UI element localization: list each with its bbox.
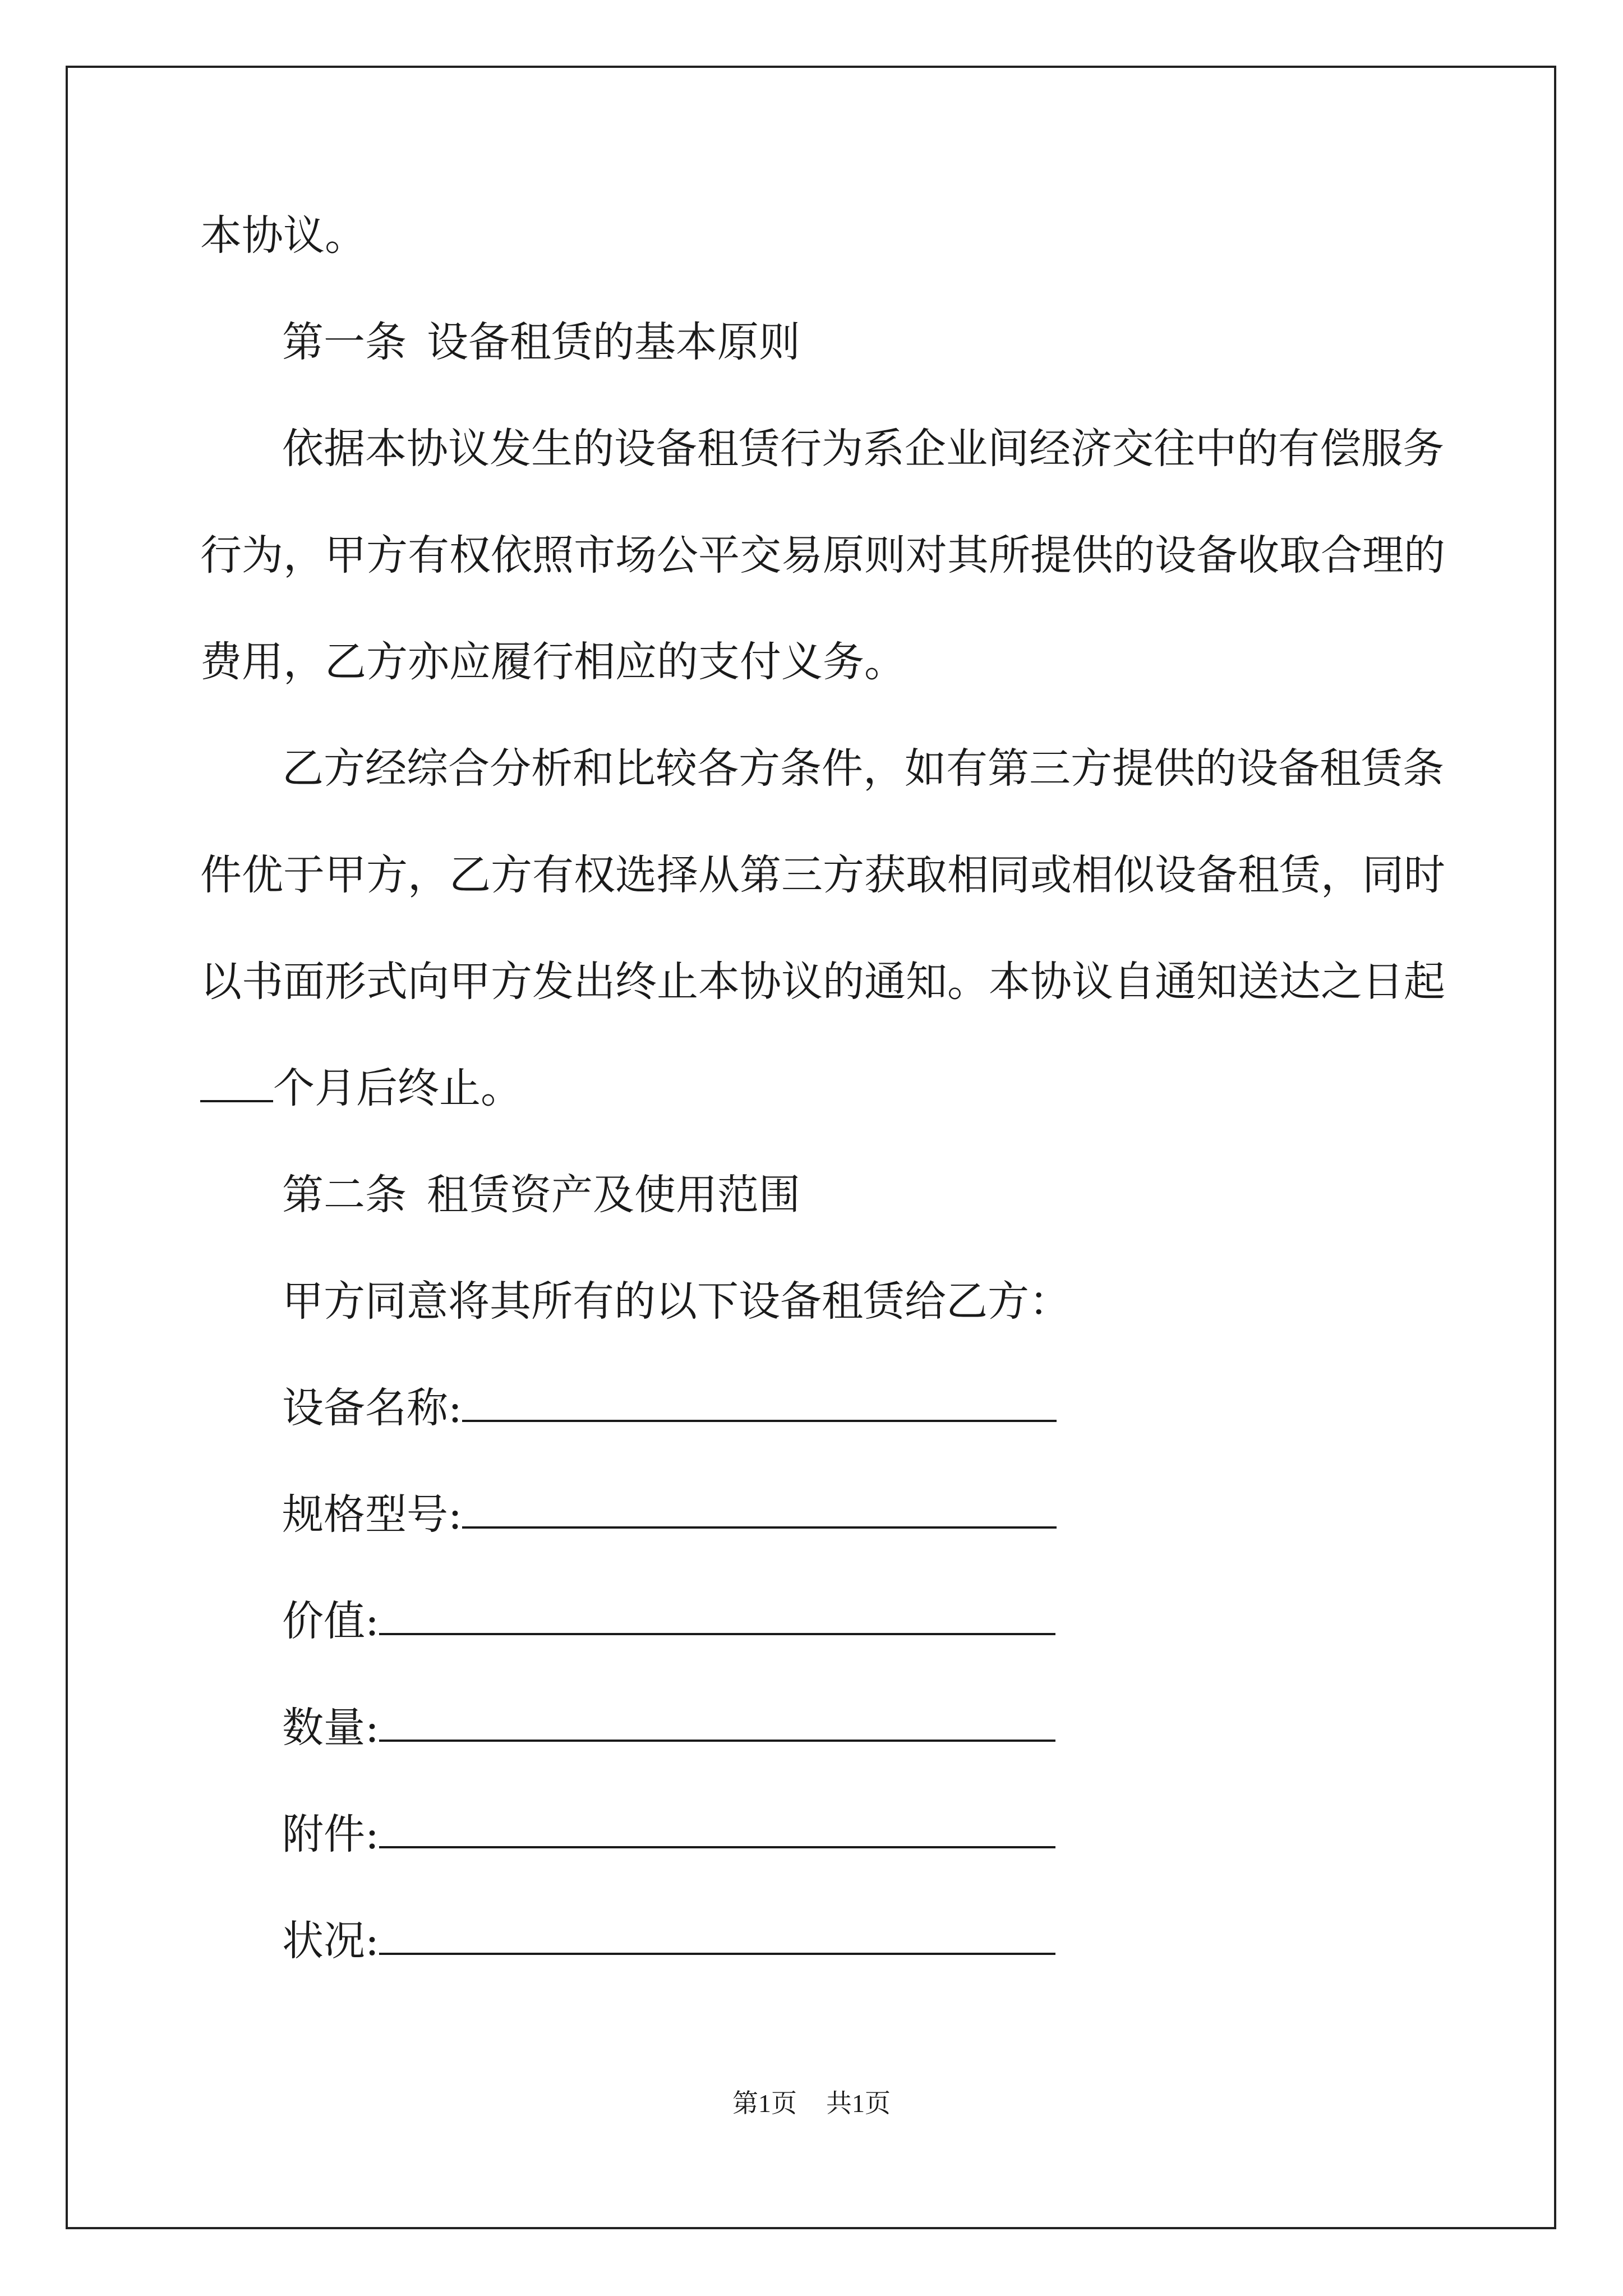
article-number: 第二条 <box>282 1171 407 1219</box>
condition-field <box>282 1913 1055 1969</box>
field-blank[interactable] <box>379 1916 1055 1955</box>
blank-underline <box>200 1063 273 1102</box>
field-label: 规格型号: <box>282 1490 462 1539</box>
field-blank[interactable] <box>462 1383 1057 1422</box>
field-blank[interactable] <box>379 1703 1055 1742</box>
page-number: 第1页 <box>732 2089 797 2118</box>
field-label: 数量: <box>282 1704 379 1752</box>
field-label: 状况: <box>282 1917 379 1965</box>
article-title: 设备租赁的基本原则 <box>427 318 800 366</box>
page-footer <box>0 2087 1623 2120</box>
field-blank[interactable] <box>379 1596 1055 1635</box>
equipment-name-field <box>282 1380 1057 1436</box>
paragraph-line: 乙方经综合分析和比较各方条件，如有第三方提供的设备租赁条 <box>282 744 1444 793</box>
field-blank[interactable] <box>379 1809 1055 1848</box>
field-blank[interactable] <box>462 1489 1057 1529</box>
article-2-heading <box>282 1167 800 1223</box>
value-field <box>282 1593 1055 1649</box>
paragraph-line: 本协议。 <box>200 211 366 260</box>
paragraph-line: 以书面形式向甲方发出终止本协议的通知。本协议自通知送达之日起 <box>200 958 1445 1006</box>
field-label: 附件: <box>282 1810 379 1858</box>
paragraph-line: 费用，乙方亦应履行相应的支付义务。 <box>200 638 906 686</box>
field-label: 价值: <box>282 1597 379 1645</box>
paragraph-line: 件优于甲方，乙方有权选择从第三方获取相同或相似设备租赁，同时 <box>200 851 1445 899</box>
article-1-heading <box>282 314 800 370</box>
paragraph-line: 依据本协议发生的设备租赁行为系企业间经济交往中的有偿服务 <box>282 425 1444 473</box>
page-total: 共1页 <box>826 2089 891 2118</box>
field-label: 设备名称: <box>282 1384 462 1432</box>
quantity-field <box>282 1700 1055 1756</box>
article-number: 第一条 <box>282 318 407 366</box>
paragraph-line: 甲方同意将其所有的以下设备租赁给乙方： <box>282 1277 1071 1326</box>
model-field <box>282 1487 1057 1543</box>
paragraph-line: 行为，甲方有权依照市场公平交易原则对其所提供的设备收取合理的 <box>200 531 1445 579</box>
paragraph-line: 个月后终止。 <box>200 1060 522 1116</box>
page-border <box>66 66 1556 2229</box>
attachments-field <box>282 1806 1055 1862</box>
article-title: 租赁资产及使用范围 <box>427 1171 800 1219</box>
